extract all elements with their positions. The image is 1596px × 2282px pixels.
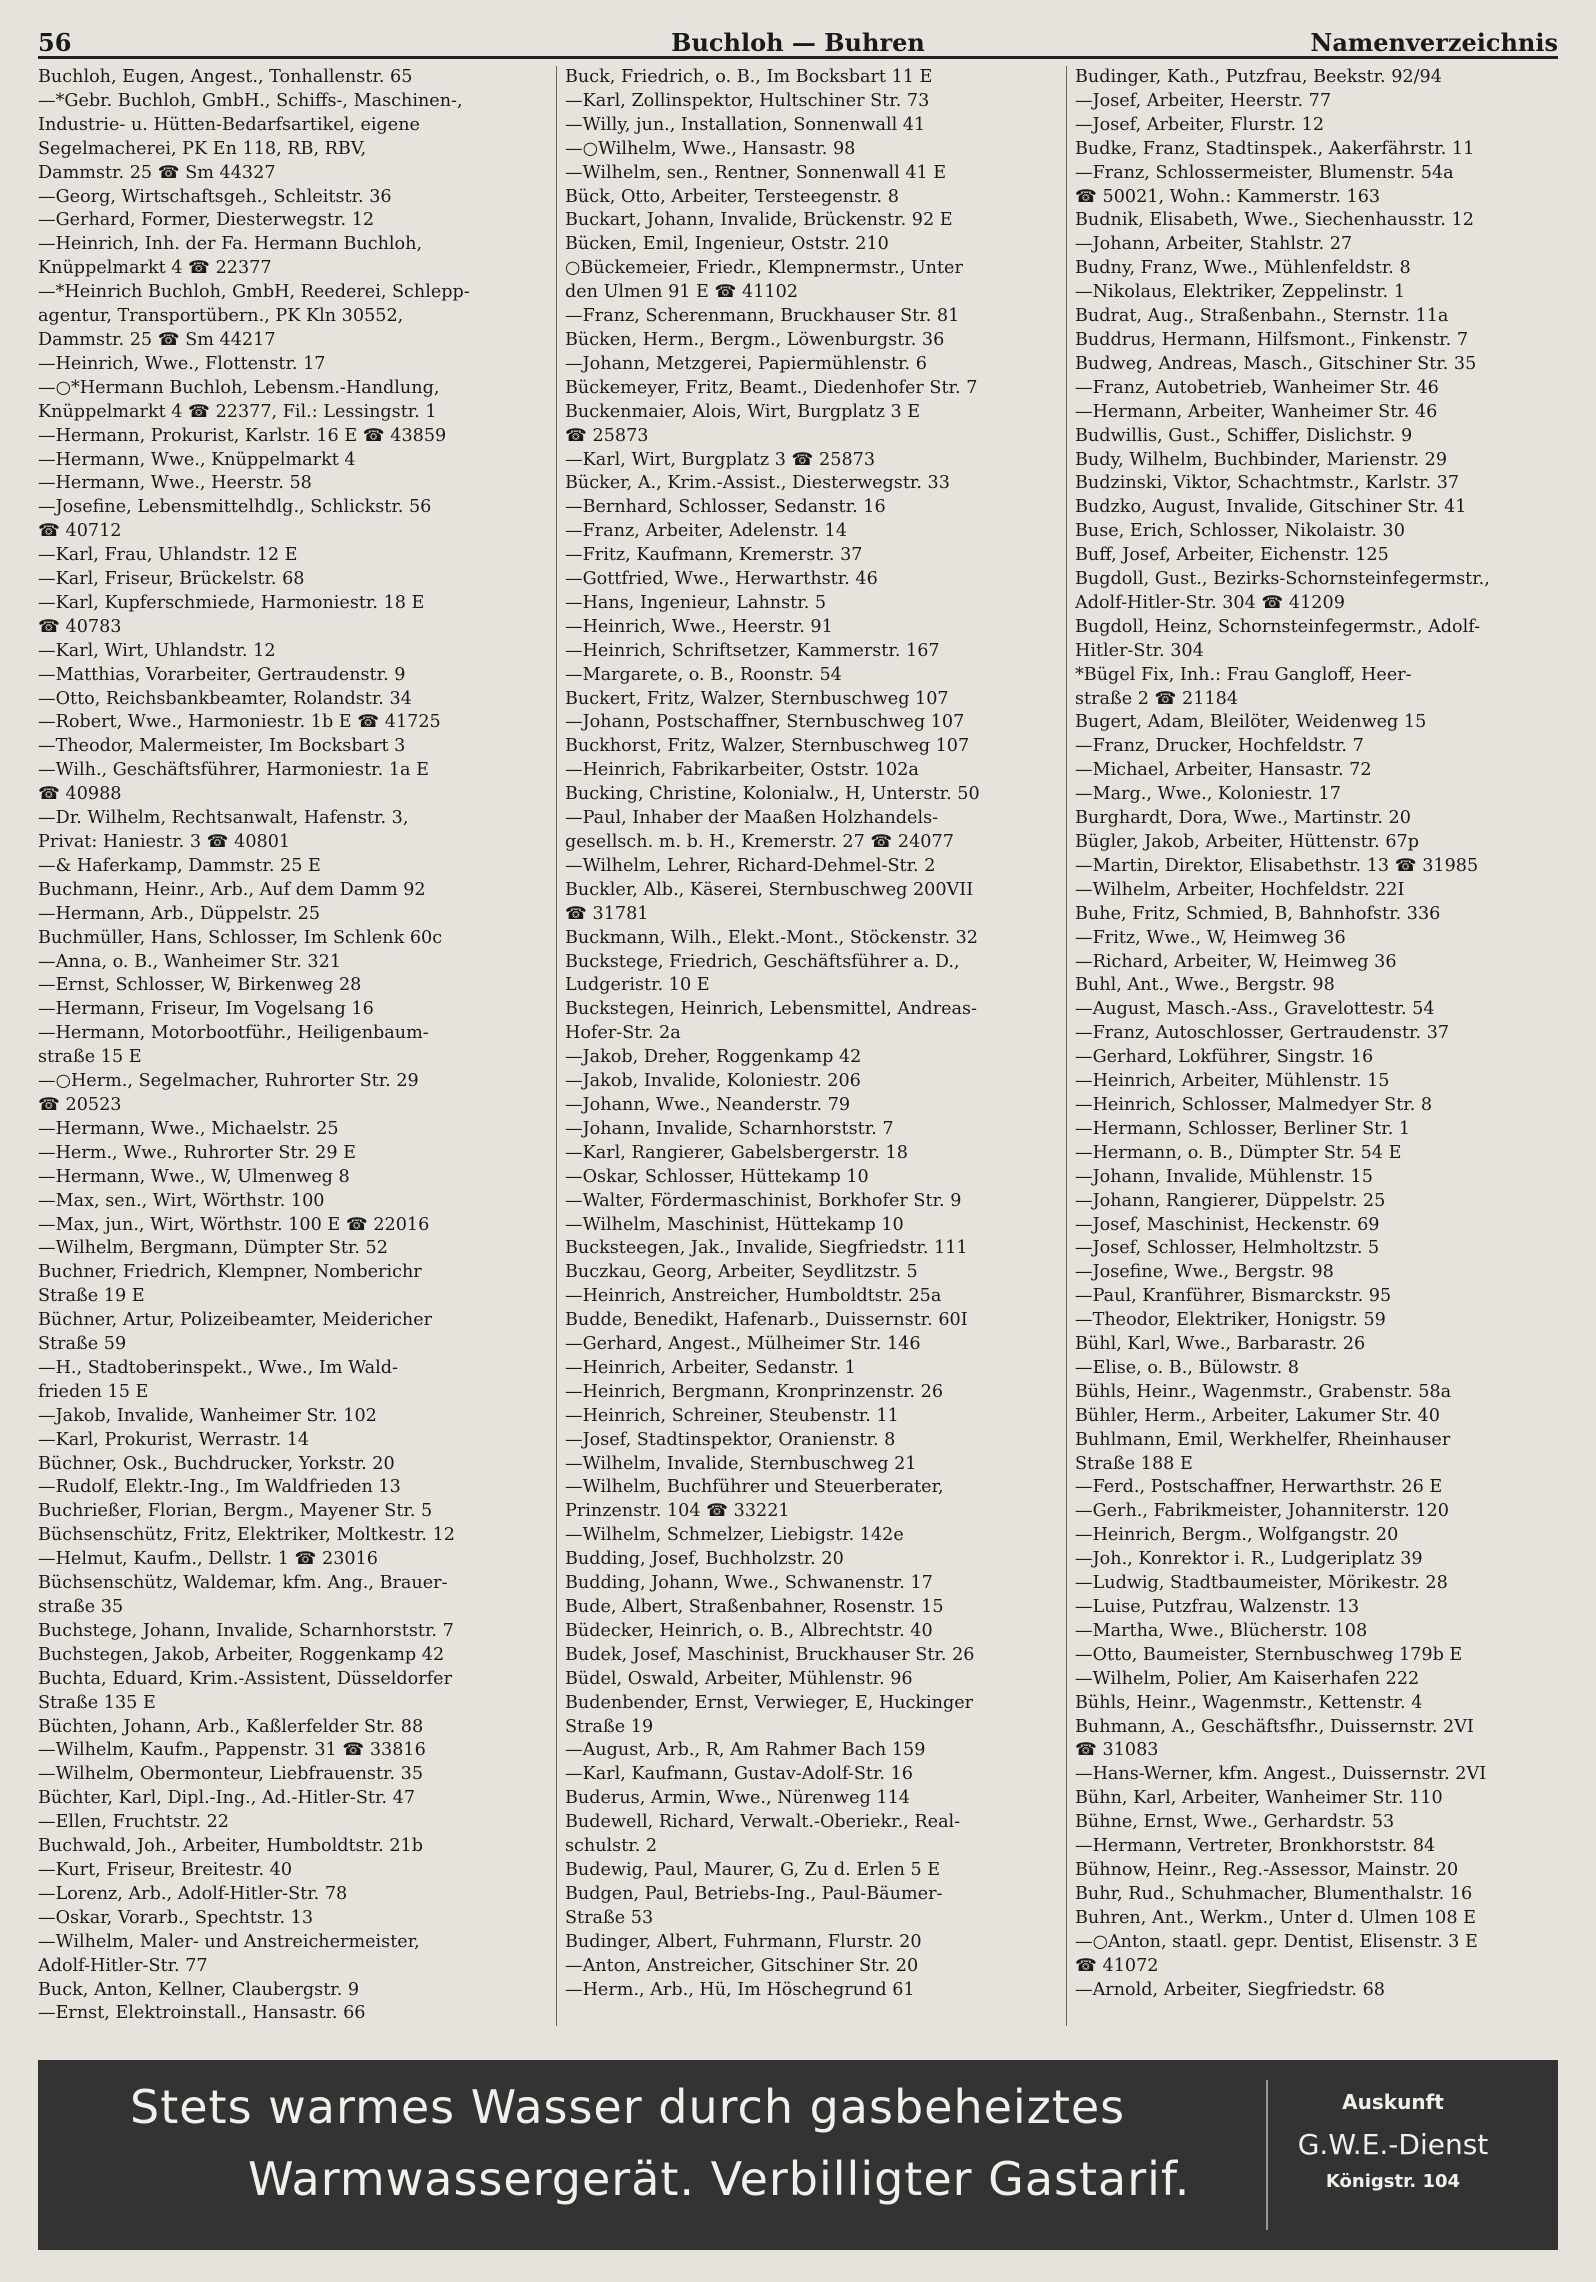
directory-entry: frieden 15 E	[38, 1381, 149, 1402]
directory-entry: Knüppelmarkt 4 ☎ 22377, Fil.: Lessingstr. 1	[38, 401, 437, 422]
directory-entry: —Karl, Kaufmann, Gustav-Adolf-Str. 16	[565, 1764, 913, 1785]
directory-entry: Budke, Franz, Stadtinspek., Aakerfährstr. 11	[1075, 138, 1475, 159]
directory-entry: ☎ 41072	[1075, 1955, 1159, 1976]
directory-entry: Büchten, Johann, Arb., Kaßlerfelder Str. 88	[38, 1716, 424, 1737]
page-header	[38, 28, 1558, 59]
directory-entry: —Heinrich, Inh. der Fa. Hermann Buchloh,	[38, 234, 423, 255]
directory-entry: —Karl, Friseur, Brückelstr. 68	[38, 569, 305, 590]
directory-entry: —Hermann, Arbeiter, Wanheimer Str. 46	[1075, 401, 1438, 422]
directory-entry: —Hermann, Wwe., W, Ulmenweg 8	[38, 1166, 350, 1187]
directory-entry: Buckler, Alb., Käserei, Sternbuschweg 200VII	[565, 879, 974, 900]
directory-entry: Budy, Wilhelm, Buchbinder, Marienstr. 29	[1075, 449, 1448, 470]
directory-entry: —○Herm., Segelmacher, Ruhrorter Str. 29	[38, 1071, 419, 1092]
directory-entry: —Hermann, Friseur, Im Vogelsang 16	[38, 999, 374, 1020]
directory-entry: Buchrießer, Florian, Bergm., Mayener Str. 5	[38, 1501, 433, 1522]
directory-entry: Buhr, Rud., Schuhmacher, Blumenthalstr. 16	[1075, 1883, 1473, 1904]
directory-entry: ☎ 40988	[38, 784, 122, 805]
directory-entry: Budinger, Kath., Putzfrau, Beekstr. 92/94	[1075, 67, 1442, 87]
directory-entry: Bude, Albert, Straßenbahner, Rosenstr. 15	[565, 1597, 944, 1617]
directory-entry: Buhren, Ant., Werkm., Unter d. Ulmen 108 E	[1075, 1907, 1476, 1928]
directory-entry: —Josef, Stadtinspektor, Oranienstr. 8	[565, 1429, 896, 1450]
directory-entry: —Ernst, Schlosser, W, Birkenweg 28	[38, 975, 362, 996]
directory-entry: —Johann, Invalide, Mühlenstr. 15	[1075, 1166, 1373, 1187]
directory-entry: —Wilhelm, Buchführer und Steuerberater,	[565, 1477, 944, 1498]
directory-entry: —Karl, Wirt, Uhlandstr. 12	[38, 640, 276, 661]
directory-entry: —Martin, Direktor, Elisabethstr. 13 ☎ 31985	[1075, 855, 1479, 876]
directory-entry: —Paul, Kranführer, Bismarckstr. 95	[1075, 1286, 1392, 1307]
directory-entry: Büdecker, Heinrich, o. B., Albrechtstr. 40	[565, 1620, 933, 1641]
directory-entry: —Heinrich, Wwe., Flottenstr. 17	[38, 353, 326, 374]
directory-entry: —Hans, Ingenieur, Lahnstr. 5	[565, 592, 827, 613]
directory-entry: —Gerhard, Former, Diesterwegstr. 12	[38, 210, 375, 231]
directory-entry: —Wilhelm, Bergmann, Dümpter Str. 52	[38, 1238, 388, 1259]
directory-entry: —Hermann, Wwe., Michaelstr. 25	[38, 1118, 339, 1139]
directory-entry: —Franz, Arbeiter, Adelenstr. 14	[565, 521, 847, 542]
directory-entry: —Michael, Arbeiter, Hansastr. 72	[1075, 760, 1372, 781]
directory-entry: Buckenmaier, Alois, Wirt, Burgplatz 3 E	[565, 401, 921, 422]
directory-entry: —Arnold, Arbeiter, Siegfriedstr. 68	[1075, 1979, 1385, 2000]
directory-entry: Büchsenschütz, Fritz, Elektriker, Moltkestr. 12	[38, 1525, 455, 1546]
directory-entry: Bühls, Heinr., Wagenmstr., Grabenstr. 58a	[1075, 1381, 1452, 1402]
directory-entry: —Franz, Scherenmann, Bruckhauser Str. 81	[565, 306, 960, 327]
directory-entry: —Martha, Wwe., Blücherstr. 108	[1075, 1620, 1368, 1641]
directory-entry: —Margarete, o. B., Roonstr. 54	[565, 664, 842, 685]
directory-entry: —Hermann, Wwe., Heerstr. 58	[38, 473, 312, 494]
directory-entry: —Josef, Schlosser, Helmholtzstr. 5	[1075, 1238, 1380, 1259]
directory-entry: —Wilhelm, Invalide, Sternbuschweg 21	[565, 1453, 917, 1474]
directory-entry: Buck, Friedrich, o. B., Im Bocksbart 11 E	[565, 67, 933, 87]
directory-entry: —Otto, Baumeister, Sternbuschweg 179b E	[1075, 1644, 1463, 1665]
directory-entry: —Kurt, Friseur, Breitestr. 40	[38, 1859, 293, 1880]
directory-entry: —Karl, Kupferschmiede, Harmoniestr. 18 E	[38, 592, 425, 613]
directory-entry: Bühnow, Heinr., Reg.-Assessor, Mainstr. 20	[1075, 1859, 1459, 1880]
directory-entry: —Joh., Konrektor i. R., Ludgeriplatz 39	[1075, 1549, 1423, 1570]
directory-entry: —Max, sen., Wirt, Wörthstr. 100	[38, 1190, 325, 1211]
directory-entry: Bück, Otto, Arbeiter, Tersteegenstr. 8	[565, 186, 899, 207]
directory-entry: Bugdoll, Gust., Bezirks-Schornsteinfegermstr.,	[1075, 569, 1490, 590]
directory-entry: Budewig, Paul, Maurer, G, Zu d. Erlen 5 E	[565, 1859, 941, 1880]
directory-entry: Burghardt, Dora, Wwe., Martinstr. 20	[1075, 808, 1411, 829]
directory-entry: Dammstr. 25 ☎ Sm 44217	[38, 329, 276, 350]
directory-entry: —Ernst, Elektroinstall., Hansastr. 66	[38, 2003, 366, 2024]
directory-entry: —Johann, Arbeiter, Stahlstr. 27	[1075, 234, 1353, 255]
directory-entry: Prinzenstr. 104 ☎ 33221	[565, 1501, 790, 1522]
directory-entry: —Heinrich, Fabrikarbeiter, Oststr. 102a	[565, 760, 919, 781]
directory-entry: Bugert, Adam, Bleilöter, Weidenweg 15	[1075, 712, 1427, 733]
directory-entry: Straße 59	[38, 1334, 127, 1355]
directory-entry: Buckhorst, Fritz, Walzer, Sternbuschweg 107	[565, 736, 970, 757]
directory-entry: —Theodor, Elektriker, Honigstr. 59	[1075, 1310, 1386, 1331]
directory-entry: Büchsenschütz, Waldemar, kfm. Ang., Brauer-	[38, 1573, 448, 1594]
directory-entry: Budweg, Andreas, Masch., Gitschiner Str. 35	[1075, 353, 1477, 374]
directory-entry: —Heinrich, Bergm., Wolfgangstr. 20	[1075, 1525, 1399, 1546]
directory-entry: Budinger, Albert, Fuhrmann, Flurstr. 20	[565, 1931, 922, 1952]
directory-entry: —Wilhelm, Maschinist, Hüttekamp 10	[565, 1214, 904, 1235]
directory-entry: Buckart, Johann, Invalide, Brückenstr. 92 E	[565, 210, 953, 231]
directory-entry: —Gerh., Fabrikmeister, Johanniterstr. 120	[1075, 1501, 1449, 1522]
directory-entry: Straße 188 E	[1075, 1453, 1193, 1474]
page-number: 56	[38, 28, 72, 57]
directory-entry: —Otto, Reichsbankbeamter, Rolandstr. 34	[38, 688, 412, 709]
ad-box-address: Königstr. 104	[1325, 2171, 1461, 2192]
directory-entry: —Franz, Autobetrieb, Wanheimer Str. 46	[1075, 377, 1439, 398]
directory-entry: Buckert, Fritz, Walzer, Sternbuschweg 107	[565, 688, 949, 709]
directory-entry: ☎ 20523	[38, 1094, 122, 1115]
directory-entry: Ludgeristr. 10 E	[565, 975, 710, 996]
directory-entry: Straße 19	[565, 1716, 654, 1737]
directory-entry: Adolf-Hitler-Str. 304 ☎ 41209	[1075, 592, 1345, 613]
ad-box-title: Auskunft	[1342, 2090, 1444, 2114]
directory-entry: —Franz, Schlossermeister, Blumenstr. 54a	[1075, 162, 1454, 183]
directory-entry: Buckstegen, Heinrich, Lebensmittel, Andreas-	[565, 999, 977, 1020]
directory-entry: —Hermann, Prokurist, Karlstr. 16 E ☎ 43859	[38, 425, 447, 446]
directory-entry: —Karl, Prokurist, Werrastr. 14	[38, 1429, 310, 1450]
directory-entry: Budzinski, Viktor, Schachtmstr., Karlstr. 37	[1075, 473, 1460, 494]
directory-entry: —Hermann, o. B., Dümpter Str. 54 E	[1075, 1142, 1402, 1163]
directory-entry: —Karl, Rangierer, Gabelsbergerstr. 18	[565, 1142, 908, 1163]
directory-entry: —Hermann, Arb., Düppelstr. 25	[38, 903, 321, 924]
directory-entry: Budenbender, Ernst, Verwieger, E, Huckinger	[565, 1692, 974, 1713]
directory-entry: ☎ 40712	[38, 521, 122, 542]
directory-entry: ☎ 25873	[565, 425, 649, 446]
directory-entry: straße 15 E	[38, 1047, 142, 1068]
directory-entry: —Paul, Inhaber der Maaßen Holzhandels-	[565, 808, 939, 829]
directory-entry: —Heinrich, Schreiner, Steubenstr. 11	[565, 1405, 899, 1426]
directory-entry: —Wilh., Geschäftsführer, Harmoniestr. 1a E	[38, 760, 429, 781]
directory-entry: *Bügel Fix, Inh.: Frau Gangloff, Heer-	[1075, 664, 1412, 685]
directory-entry: Hitler-Str. 304	[1075, 640, 1204, 661]
directory-entry: Büchner, Artur, Polizeibeamter, Meidericher	[38, 1310, 433, 1331]
ad-box-service: G.W.E.-Dienst	[1297, 2128, 1489, 2161]
directory-entry: Buhlmann, Emil, Werkhelfer, Rheinhauser	[1075, 1429, 1451, 1450]
directory-entry: straße 2 ☎ 21184	[1075, 688, 1239, 709]
directory-entry: —Anna, o. B., Wanheimer Str. 321	[38, 951, 342, 972]
directory-entry: Buchstege, Johann, Invalide, Scharnhorststr. 7	[38, 1620, 454, 1641]
directory-entry: Budding, Josef, Buchholzstr. 20	[565, 1549, 844, 1570]
directory-entry: Budewell, Richard, Verwalt.-Oberiekr., Real-	[565, 1812, 961, 1833]
directory-entry: —Heinrich, Schlosser, Malmedyer Str. 8	[1075, 1094, 1433, 1115]
directory-entry: —Johann, Metzgerei, Papiermühlenstr. 6	[565, 353, 927, 374]
directory-entry: —Karl, Wirt, Burgplatz 3 ☎ 25873	[565, 449, 876, 470]
directory-entry: —*Gebr. Buchloh, GmbH., Schiffs-, Maschinen-,	[38, 90, 463, 111]
directory-entry: Budek, Josef, Maschinist, Bruckhauser Str. 26	[565, 1644, 975, 1665]
directory-entry: Industrie- u. Hütten-Bedarfsartikel, eigene	[38, 114, 420, 135]
directory-entry: —Hermann, Vertreter, Bronkhorststr. 84	[1075, 1836, 1436, 1857]
directory-entry: Dammstr. 25 ☎ Sm 44327	[38, 162, 276, 183]
directory-entry: —Franz, Autoschlosser, Gertraudenstr. 37	[1075, 1023, 1450, 1044]
ad-line-1: Stets warmes Wasser durch gasbeheiztes	[130, 2080, 1126, 2134]
directory-entry: —Herm., Arb., Hü, Im Höschegrund 61	[565, 1979, 915, 2000]
directory-entry: Büdel, Oswald, Arbeiter, Mühlenstr. 96	[565, 1668, 913, 1689]
directory-entry: Budde, Benedikt, Hafenarb., Duissernstr. 60I	[565, 1310, 968, 1331]
directory-entry: Bügler, Jakob, Arbeiter, Hüttenstr. 67p	[1075, 832, 1419, 852]
directory-entry: —August, Masch.-Ass., Gravelottestr. 54	[1075, 999, 1435, 1020]
directory-entry: Budzko, August, Invalide, Gitschiner Str. 41	[1075, 497, 1467, 518]
directory-entry: —Josefine, Wwe., Bergstr. 98	[1075, 1262, 1334, 1283]
directory-entry: Bücker, A., Krim.-Assist., Diesterwegstr. 33	[565, 473, 950, 494]
directory-entry: Bühl, Karl, Wwe., Barbarastr. 26	[1075, 1334, 1366, 1355]
directory-entry: —Wilhelm, Arbeiter, Hochfeldstr. 22I	[1075, 879, 1405, 900]
directory-entry: Bucking, Christine, Kolonialw., H, Unterstr. 50	[565, 784, 980, 805]
directory-entry: —Gottfried, Wwe., Herwarthstr. 46	[565, 569, 878, 590]
directory-entry: ☎ 50021, Wohn.: Kammerstr. 163	[1075, 186, 1381, 207]
directory-entry: Straße 135 E	[38, 1692, 156, 1713]
directory-entry: Bühler, Herm., Arbeiter, Lakumer Str. 40	[1075, 1405, 1440, 1426]
directory-entry: —Marg., Wwe., Koloniestr. 17	[1075, 784, 1341, 805]
directory-entry: Buhe, Fritz, Schmied, B, Bahnhofstr. 336	[1075, 903, 1441, 924]
directory-entry: —Heinrich, Bergmann, Kronprinzenstr. 26	[565, 1381, 944, 1402]
directory-entry: ○Bückemeier, Friedr., Klempnermstr., Unter	[565, 258, 963, 279]
directory-entry: —Josef, Maschinist, Heckenstr. 69	[1075, 1214, 1380, 1235]
directory-entry: —Johann, Wwe., Neanderstr. 79	[565, 1094, 851, 1115]
directory-entry: —Jakob, Invalide, Wanheimer Str. 102	[38, 1405, 377, 1426]
directory-entry: ☎ 31781	[565, 903, 649, 924]
directory-entry: Bugdoll, Heinz, Schornsteinfegermstr., Adolf-	[1075, 616, 1481, 637]
directory-entry: —Karl, Zollinspektor, Hultschiner Str. 73	[565, 90, 930, 111]
directory-entry: straße 35	[38, 1597, 124, 1617]
directory-entry: —Wilhelm, Maler- und Anstreichermeister,	[38, 1931, 420, 1952]
directory-entry: —Josefine, Lebensmittelhdlg., Schlickstr. 56	[38, 497, 432, 518]
directory-column-1	[38, 66, 544, 2026]
directory-column-3	[1066, 66, 1565, 2026]
directory-entry: —Gerhard, Lokführer, Singstr. 16	[1075, 1047, 1374, 1068]
directory-entry: Büchter, Karl, Dipl.-Ing., Ad.-Hitler-Str. 47	[38, 1788, 416, 1809]
directory-entry: —Fritz, Kaufmann, Kremerstr. 37	[565, 545, 863, 566]
directory-entry: Buchloh, Eugen, Angest., Tonhallenstr. 65	[38, 67, 413, 87]
directory-entry: Buddrus, Hermann, Hilfsmont., Finkenstr. 7	[1075, 329, 1469, 350]
directory-entry: —Heinrich, Arbeiter, Sedanstr. 1	[565, 1357, 856, 1378]
directory-entry: —Matthias, Vorarbeiter, Gertraudenstr. 9	[38, 664, 406, 685]
section-title: Namenverzeichnis	[1310, 28, 1558, 57]
directory-entry: Buck, Anton, Kellner, Claubergstr. 9	[38, 1979, 360, 2000]
directory-entry: —Lorenz, Arb., Adolf-Hitler-Str. 78	[38, 1883, 348, 1904]
ad-line-2: Warmwassergerät. Verbilligter Gastarif.	[248, 2152, 1191, 2206]
directory-entry: Bühn, Karl, Arbeiter, Wanheimer Str. 110	[1075, 1788, 1443, 1809]
directory-entry: —Rudolf, Elektr.-Ing., Im Waldfrieden 13	[38, 1477, 401, 1498]
directory-entry: Bücken, Herm., Bergm., Löwenburgstr. 36	[565, 329, 945, 350]
directory-entry: —Wilhelm, Kaufm., Pappenstr. 31 ☎ 33816	[38, 1740, 426, 1761]
directory-column-2	[556, 66, 1063, 2026]
directory-entry: —Richard, Arbeiter, W, Heimweg 36	[1075, 951, 1397, 972]
directory-entry: —Robert, Wwe., Harmoniestr. 1b E ☎ 41725	[38, 712, 441, 733]
directory-entry: —Luise, Putzfrau, Walzenstr. 13	[1075, 1597, 1360, 1617]
directory-entry: Budny, Franz, Wwe., Mühlenfeldstr. 8	[1075, 258, 1411, 279]
directory-entry: —Heinrich, Arbeiter, Mühlenstr. 15	[1075, 1071, 1390, 1092]
directory-entry: —Bernhard, Schlosser, Sedanstr. 16	[565, 497, 886, 518]
directory-entry: —Theodor, Malermeister, Im Bocksbart 3	[38, 736, 406, 757]
directory-entry: —& Haferkamp, Dammstr. 25 E	[38, 855, 321, 876]
directory-entry: —Josef, Arbeiter, Heerstr. 77	[1075, 90, 1332, 111]
directory-entry: —Johann, Postschaffner, Sternbuschweg 107	[565, 712, 965, 733]
directory-entry: Buchta, Eduard, Krim.-Assistent, Düsseldorfer	[38, 1668, 452, 1689]
directory-entry: —Dr. Wilhelm, Rechtsanwalt, Hafenstr. 3,	[38, 808, 409, 829]
directory-entry: —Helmut, Kaufm., Dellstr. 1 ☎ 23016	[38, 1549, 378, 1570]
directory-entry: Bücken, Emil, Ingenieur, Oststr. 210	[565, 234, 889, 255]
directory-entry: Buchmann, Heinr., Arb., Auf dem Damm 92	[38, 879, 426, 900]
directory-entry: Bückemeyer, Fritz, Beamt., Diedenhofer Str. 7	[565, 377, 978, 398]
directory-entry: —Wilhelm, sen., Rentner, Sonnenwall 41 E	[565, 162, 947, 183]
advertisement-banner	[38, 2060, 1558, 2250]
directory-entry: schulstr. 2	[565, 1836, 658, 1857]
directory-entry: —Johann, Rangierer, Düppelstr. 25	[1075, 1190, 1386, 1211]
directory-entry: Budgen, Paul, Betriebs-Ing., Paul-Bäumer-	[565, 1883, 943, 1904]
directory-entry: Buchner, Friedrich, Klempner, Nomberichr	[38, 1262, 422, 1283]
directory-entry: —Hermann, Schlosser, Berliner Str. 1	[1075, 1118, 1411, 1139]
directory-entry: —Elise, o. B., Bülowstr. 8	[1075, 1357, 1299, 1378]
directory-entry: —*Heinrich Buchloh, GmbH, Reederei, Schlepp-	[38, 282, 470, 303]
directory-entry: —Nikolaus, Elektriker, Zeppelinstr. 1	[1075, 282, 1406, 303]
directory-entry: —Wilhelm, Obermonteur, Liebfrauenstr. 35	[38, 1764, 424, 1785]
directory-entry: —Ellen, Fruchtstr. 22	[38, 1812, 229, 1833]
directory-entry: —Hans-Werner, kfm. Angest., Duissernstr. 2VI	[1075, 1764, 1487, 1785]
directory-entry: Buczkau, Georg, Arbeiter, Seydlitzstr. 5	[565, 1262, 918, 1283]
directory-entry: —Wilhelm, Schmelzer, Liebigstr. 142e	[565, 1525, 904, 1546]
directory-entry: gesellsch. m. b. H., Kremerstr. 27 ☎ 24077	[565, 832, 954, 852]
directory-entry: —Franz, Drucker, Hochfeldstr. 7	[1075, 736, 1364, 757]
directory-entry: —Karl, Frau, Uhlandstr. 12 E	[38, 545, 298, 566]
directory-entry: Budnik, Elisabeth, Wwe., Siechenhausstr. 12	[1075, 210, 1474, 231]
directory-entry: Bucksteegen, Jak., Invalide, Siegfriedstr. 111	[565, 1238, 968, 1259]
directory-entry: Budrat, Aug., Straßenbahn., Sternstr. 11a	[1075, 306, 1449, 327]
directory-entry: Buchwald, Joh., Arbeiter, Humboldtstr. 21b	[38, 1836, 423, 1857]
directory-entry: —Ludwig, Stadtbaumeister, Mörikestr. 28	[1075, 1573, 1448, 1594]
directory-entry: Straße 19 E	[38, 1286, 145, 1307]
directory-entry: —Jakob, Dreher, Roggenkamp 42	[565, 1047, 862, 1068]
directory-entry: —Anton, Anstreicher, Gitschiner Str. 20	[565, 1955, 919, 1976]
directory-entry: —Herm., Wwe., Ruhrorter Str. 29 E	[38, 1142, 356, 1163]
directory-entry: —Willy, jun., Installation, Sonnenwall 41	[565, 114, 926, 135]
directory-entry: —August, Arb., R, Am Rahmer Bach 159	[565, 1740, 926, 1761]
directory-entry: Buhmann, A., Geschäftsfhr., Duissernstr. 2VI	[1075, 1716, 1474, 1737]
directory-entry: ☎ 31083	[1075, 1740, 1159, 1761]
directory-entry: —Heinrich, Wwe., Heerstr. 91	[565, 616, 833, 637]
directory-entry: —Jakob, Invalide, Koloniestr. 206	[565, 1071, 861, 1092]
directory-entry: Adolf-Hitler-Str. 77	[38, 1955, 208, 1976]
directory-entry: Buse, Erich, Schlosser, Nikolaistr. 30	[1075, 521, 1405, 542]
directory-entry: —Hermann, Wwe., Knüppelmarkt 4	[38, 449, 356, 470]
directory-entry: —Wilhelm, Lehrer, Richard-Dehmel-Str. 2	[565, 855, 936, 876]
directory-entry: —Johann, Invalide, Scharnhorststr. 7	[565, 1118, 894, 1139]
directory-entry: Knüppelmarkt 4 ☎ 22377	[38, 258, 272, 279]
directory-entry: Buchmüller, Hans, Schlosser, Im Schlenk 60c	[38, 927, 443, 948]
directory-entry: —○Anton, staatl. gepr. Dentist, Elisenstr. 3 E	[1075, 1931, 1478, 1952]
directory-entry: Bühls, Heinr., Wagenmstr., Kettenstr. 4	[1075, 1692, 1423, 1713]
directory-entry: —Hermann, Motorbootführ., Heiligenbaum-	[38, 1023, 429, 1044]
directory-entry: Budwillis, Gust., Schiffer, Dislichstr. 9	[1075, 425, 1413, 446]
directory-entry: Buchstegen, Jakob, Arbeiter, Roggenkamp 42	[38, 1644, 445, 1665]
directory-entry: —Georg, Wirtschaftsgeh., Schleitstr. 36	[38, 186, 392, 207]
directory-entry: —Walter, Fördermaschinist, Borkhofer Str. 9	[565, 1190, 962, 1211]
directory-entry: Buff, Josef, Arbeiter, Eichenstr. 125	[1075, 545, 1389, 566]
directory-entry: Bühne, Ernst, Wwe., Gerhardstr. 53	[1075, 1812, 1395, 1833]
directory-entry: Budding, Johann, Wwe., Schwanenstr. 17	[565, 1573, 933, 1594]
directory-entry: Büchner, Osk., Buchdrucker, Yorkstr. 20	[38, 1453, 395, 1474]
directory-entry: ☎ 40783	[38, 616, 122, 637]
directory-entry: —Heinrich, Anstreicher, Humboldtstr. 25a	[565, 1286, 942, 1307]
directory-entry: Straße 53	[565, 1907, 654, 1928]
directory-entry: Buderus, Armin, Wwe., Nürenweg 114	[565, 1788, 910, 1809]
directory-entry: —Oskar, Vorarb., Spechtstr. 13	[38, 1907, 314, 1928]
directory-entry: —○*Hermann Buchloh, Lebensm.-Handlung,	[38, 377, 440, 398]
directory-entry: Segelmacherei, PK En 118, RB, RBV,	[38, 138, 367, 159]
directory-entry: —○Wilhelm, Wwe., Hansastr. 98	[565, 138, 856, 159]
directory-entry: Buckstege, Friedrich, Geschäftsführer a. D.,	[565, 951, 960, 972]
directory-entry: —Gerhard, Angest., Mülheimer Str. 146	[565, 1334, 921, 1355]
directory-entry: Privat: Haniestr. 3 ☎ 40801	[38, 832, 291, 852]
directory-entry: —Max, jun., Wirt, Wörthstr. 100 E ☎ 22016	[38, 1214, 430, 1235]
ad-info-box	[1266, 2080, 1518, 2230]
directory-entry: Buckmann, Wilh., Elekt.-Mont., Stöckenstr. 32	[565, 927, 978, 948]
directory-entry: agentur, Transportübern., PK Kln 30552,	[38, 306, 404, 327]
directory-entry: —Ferd., Postschaffner, Herwarthstr. 26 E	[1075, 1477, 1443, 1498]
directory-entry: —H., Stadtoberinspekt., Wwe., Im Wald-	[38, 1357, 398, 1378]
directory-entry: —Fritz, Wwe., W, Heimweg 36	[1075, 927, 1346, 948]
directory-entry: —Heinrich, Schriftsetzer, Kammerstr. 167	[565, 640, 940, 661]
directory-entry: —Wilhelm, Polier, Am Kaiserhafen 222	[1075, 1668, 1420, 1689]
directory-entry: Buhl, Ant., Wwe., Bergstr. 98	[1075, 975, 1335, 996]
directory-entry: —Josef, Arbeiter, Flurstr. 12	[1075, 114, 1325, 135]
page-title: Buchloh — Buhren	[671, 28, 925, 57]
directory-entry: den Ulmen 91 E ☎ 41102	[565, 282, 798, 303]
directory-entry: —Oskar, Schlosser, Hüttekamp 10	[565, 1166, 869, 1187]
directory-entry: Hofer-Str. 2a	[565, 1023, 681, 1044]
